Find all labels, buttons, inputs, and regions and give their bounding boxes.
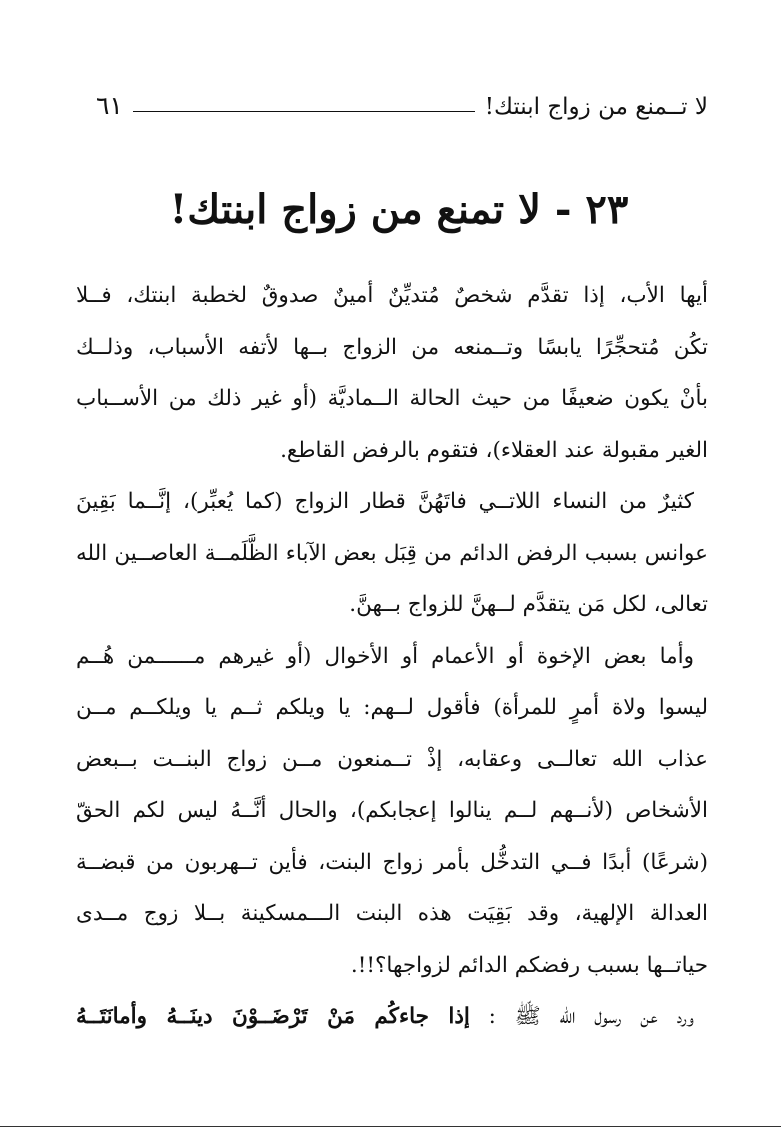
text-line: حياتــها بسبب رفضكم الدائم لزواجها؟!!. (350, 952, 708, 978)
text-line: العدالة الإلهية، وقد بَقِيَت هذه البنت الـــمسكينة بــلا زوج مــدى (76, 901, 708, 926)
text-line (76, 991, 708, 1043)
text-line: أيها الأب، إذا تقدَّم شخصٌ مُتديِّنٌ أمينٌ صدوقٌ لخطبة ابنتك، فــلا (76, 283, 708, 308)
header-rule (133, 111, 475, 112)
text-line: ليسوا ولاة أمرٍ للمرأة) فأقول لــهم: يا ويلكم ثــم يا ويلكــم مــن (76, 695, 708, 720)
text-line: تعالى، لكل مَن يتقدَّم لــهنَّ للزواج بــهنَّ. (349, 592, 708, 617)
text-line: عوانس بسبب الرفض الدائم من قِبَل بعض الآباء الظَّلَمــة العاصــين الله (76, 540, 708, 566)
hadith-intro: ورد عن رسول الله ﷺ : (469, 1004, 694, 1029)
text-line: بأنْ يكون ضعيفًا من حيث الحالة الــماديَّة (أو غير ذلك من الأســباب (76, 386, 708, 411)
page-number: ٦١ (96, 91, 123, 120)
body-text (76, 270, 708, 1043)
running-header (96, 82, 708, 122)
text-line: وأما بعض الإخوة أو الأعمام أو الأخوال (أو غيرهم مــــــمن هُــم (76, 643, 694, 669)
bottom-edge-rule (0, 1126, 781, 1127)
text-line: الغير مقبولة عند العقلاء)، فتقوم بالرفض القاطع. (280, 437, 708, 463)
running-title: لا تــمنع من زواج ابنتك! (484, 94, 708, 120)
text-line: كثيرٌ من النساء اللاتــي فاتَهُنَّ قطار الزواج (كما يُعبِّر)، إنَّــما بَقِينَ (76, 489, 694, 514)
hadith-quote: إذا جاءكُم مَنْ تَرْضَــوْنَ دينَــهُ وأمانَتَــهُ (76, 1004, 470, 1029)
text-line: الأشخاص (لأنــهم لــم ينالوا إعجابكم)، والحال أنَّــهُ ليس لكم الحقّ (76, 798, 708, 823)
chapter-heading: ٢٣ - لا تمنع من زواج ابنتك! (169, 186, 629, 233)
text-line: (شرعًا) أبدًا فــي التدخُّل بأمر زواج البنت، فأين تــهربون من قبضــة (76, 849, 708, 875)
text-line: عذاب الله تعالــى وعقابه، إذْ تــمنعون مــن زواج البنــت بــبعض (76, 746, 708, 772)
text-line: تكُن مُتحجِّرًا يابسًا وتــمنعه من الزواج بــها لأتفه الأسباب، وذلــك (76, 334, 708, 360)
